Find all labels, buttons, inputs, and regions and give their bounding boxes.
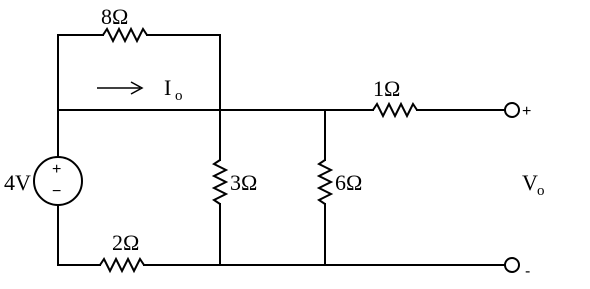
output-plus-sign: +: [522, 103, 532, 120]
label-6ohm: 6Ω: [335, 170, 363, 195]
wire-source-bottom: [58, 205, 100, 265]
resistor-6ohm: [319, 160, 331, 204]
label-output-V: V: [522, 170, 538, 195]
label-8ohm: 8Ω: [101, 4, 129, 29]
label-current-subscript: o: [175, 88, 183, 104]
output-terminal-minus: [505, 258, 519, 272]
label-current-I: I: [164, 75, 172, 100]
output-terminal-plus: [505, 103, 519, 117]
label-source-voltage: 4V: [4, 170, 31, 195]
label-output-subscript: o: [537, 183, 545, 199]
resistor-2ohm: [100, 259, 144, 271]
wire-top-right: [147, 35, 220, 110]
label-3ohm: 3Ω: [230, 170, 258, 195]
source-plus-sign: +: [52, 161, 62, 178]
output-minus-sign: -: [525, 263, 531, 280]
resistor-1ohm: [373, 104, 417, 116]
resistor-8ohm: [103, 29, 147, 41]
resistor-3ohm: [214, 160, 226, 204]
source-minus-sign: −: [52, 183, 62, 200]
label-2ohm: 2Ω: [112, 230, 140, 255]
wire-top-left: [58, 35, 103, 110]
label-1ohm: 1Ω: [373, 76, 401, 101]
